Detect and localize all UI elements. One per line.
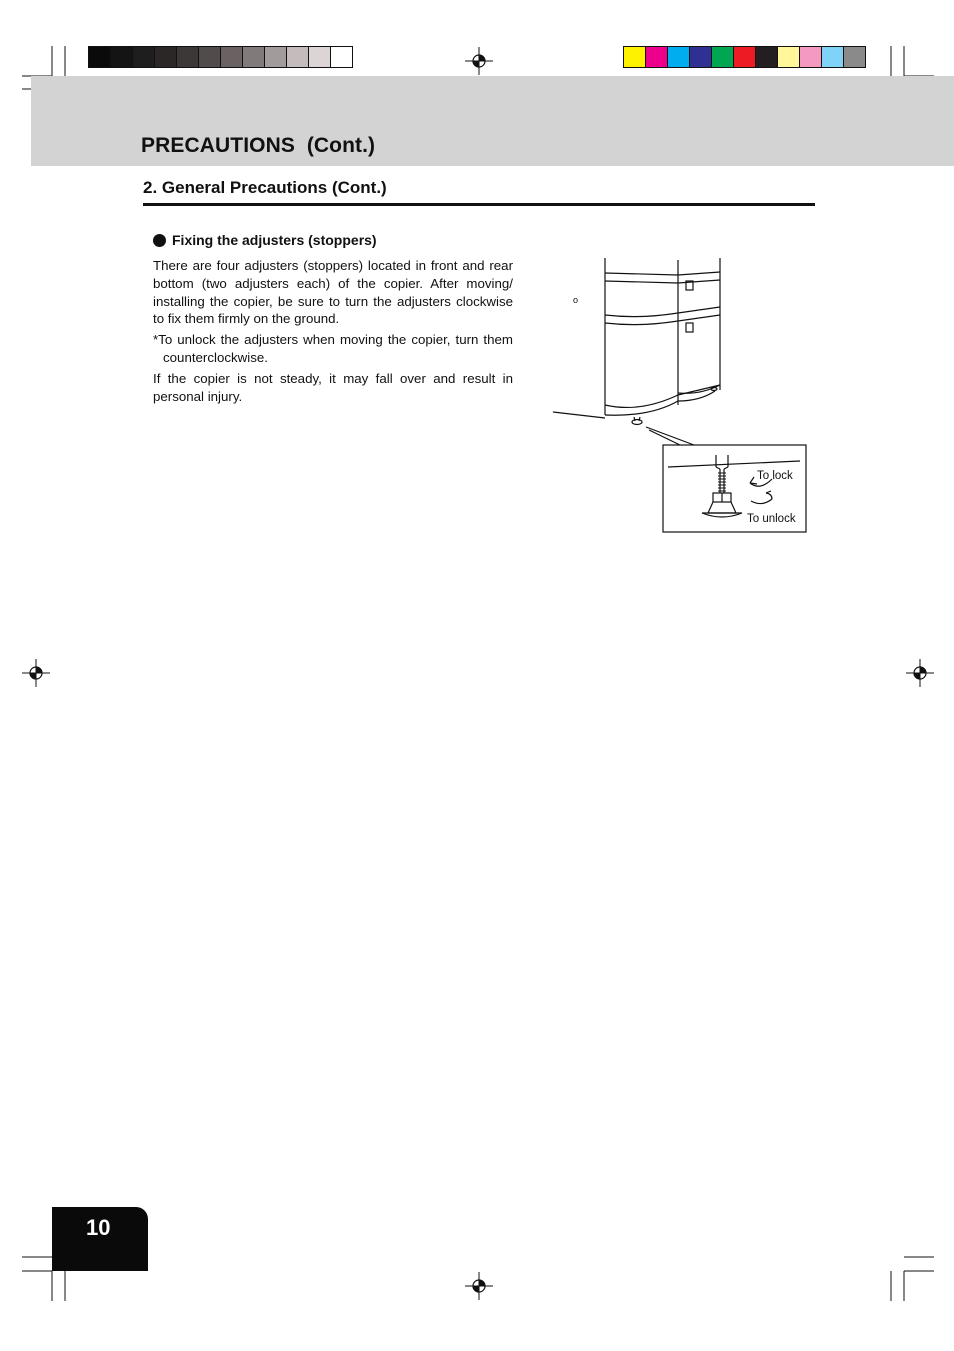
color-swatch — [110, 47, 132, 67]
section-rule — [143, 203, 815, 206]
color-swatch — [777, 47, 799, 67]
page-title: PRECAUTIONS (Cont.) — [141, 134, 376, 157]
color-swatch — [89, 47, 110, 67]
paragraph-intro: There are four adjusters (stoppers) located in front and rear bottom (two adjusters each) of the copier. After moving/ installing the copier, be sure to turn the adjusters clockwise to fix them firmly on the ground. — [153, 258, 513, 327]
to-lock-label: To lock — [757, 470, 793, 482]
adjuster-illustration — [550, 255, 810, 537]
color-swatch — [645, 47, 667, 67]
color-swatch — [711, 47, 733, 67]
registration-mark-top — [465, 47, 493, 75]
copier-drawing — [550, 255, 810, 537]
color-swatch — [286, 47, 308, 67]
paragraph-warning: If the copier is not steady, it may fall over and result in personal injury. — [153, 370, 513, 404]
color-swatch — [799, 47, 821, 67]
color-swatch — [154, 47, 176, 67]
color-swatch — [220, 47, 242, 67]
color-swatch — [821, 47, 843, 67]
color-swatch — [308, 47, 330, 67]
to-unlock-label: To unlock — [747, 513, 796, 525]
subheading-text: Fixing the adjusters (stoppers) — [172, 232, 377, 248]
color-swatch — [733, 47, 755, 67]
subheading — [153, 232, 377, 248]
bullet-icon — [153, 234, 166, 247]
color-swatch — [843, 47, 865, 67]
color-swatch — [264, 47, 286, 67]
registration-mark-left — [22, 659, 50, 687]
color-swatch — [176, 47, 198, 67]
color-swatch — [667, 47, 689, 67]
stray-mark: o — [573, 295, 579, 305]
color-swatch — [624, 47, 645, 67]
color-swatch — [242, 47, 264, 67]
page-number: 10 — [86, 1215, 111, 1240]
color-swatch — [330, 47, 352, 67]
registration-mark-bottom — [465, 1272, 493, 1300]
body-text — [153, 257, 513, 408]
color-swatch — [755, 47, 777, 67]
registration-mark-right — [906, 659, 934, 687]
section-title: 2. General Precautions (Cont.) — [143, 178, 387, 197]
paragraph-unlock-note: *To unlock the adjusters when moving the copier, turn them counterclockwise. — [153, 332, 513, 365]
color-swatch — [132, 47, 154, 67]
color-swatch — [689, 47, 711, 67]
grayscale-calibration-bar — [88, 46, 353, 68]
page-number-tab — [52, 1207, 148, 1271]
color-calibration-bar — [623, 46, 866, 68]
color-swatch — [198, 47, 220, 67]
